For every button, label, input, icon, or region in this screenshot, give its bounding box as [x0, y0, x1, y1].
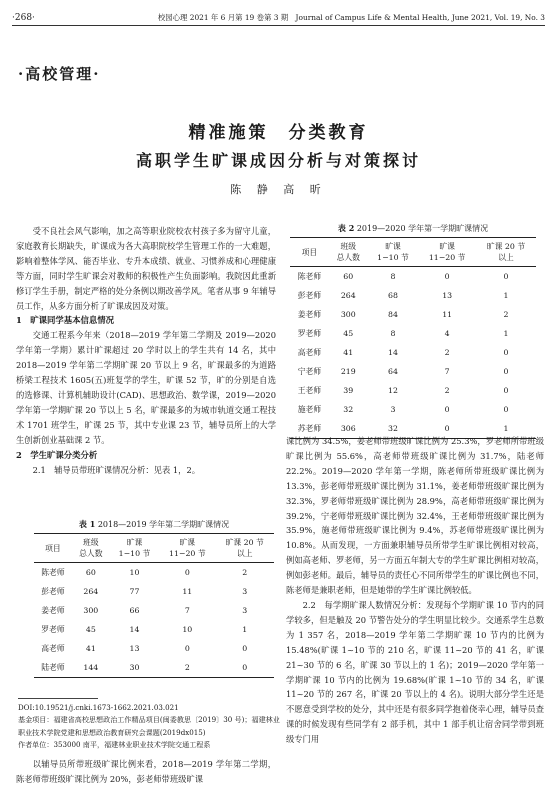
table-header-cell: 班级 总人数 — [72, 534, 110, 563]
table-cell: 60 — [343, 272, 354, 281]
table-cell: 0 — [184, 644, 190, 653]
table-row — [290, 400, 536, 419]
table-cell: 219 — [340, 367, 356, 376]
table-cell: 10 — [182, 625, 193, 634]
table-cell: 0 — [418, 419, 476, 439]
table-2-grid — [290, 237, 536, 439]
table-cell: 13 — [442, 291, 453, 300]
table-cell: 306 — [329, 419, 368, 439]
table-header-cell: 项目 — [290, 238, 329, 267]
table-cell: 姜老师 — [297, 310, 322, 319]
table-cell: 8 — [390, 329, 396, 338]
table-cell: 0 — [444, 272, 450, 281]
table-1-caption — [34, 519, 274, 530]
table-cell: 陈老师 — [297, 272, 322, 281]
body-paragraph: 2.2 每学期旷课人数情况分析：发现每个学期旷课 10 节内的同学较多，但是触及 20 节警告处分的学生明显比较少。交通系学生总数为 1 357 名，2018—2019 学年第二学期旷课 10 节内的比例为 15.48%(旷课 1~10 节的 210 名，旷课 11~20 节的 41 名，旷课 21~30 节的 6 名，旷课 30 节以上的 1 名)；2019—2020 学年第一学期旷课 10 节内的比例为 19.68%(旷课 1~10 节的 34 名，旷课 11~20 节的 267 名，旷课 20 节以上的 4 名)。说明大部分学生还是不愿意受到学校的处分，其中还是有很多同学抱着侥幸心理，辅导员查课的时候发现有些同学有 2 部手机，其中 1 部手机让宿舍同学带到班级专门用 — [286, 599, 544, 745]
table-row — [290, 286, 536, 305]
table-header-cell: 旷课 11−20 节 — [159, 534, 215, 563]
section-tag: ·高校管理· — [18, 65, 101, 83]
table-header-cell: 旷课 1−10 节 — [110, 534, 159, 563]
left-column-text — [16, 224, 276, 477]
table-cell: 11 — [182, 587, 193, 596]
table-cell: 0 — [503, 367, 509, 376]
table-cell: 10 — [129, 568, 140, 577]
table-header-cell: 项目 — [34, 534, 72, 563]
table-cell: 41 — [85, 644, 96, 653]
table-cell: 0 — [503, 386, 509, 395]
table-cell: 陈老师 — [41, 568, 65, 577]
table-header-cell: 班级 总人数 — [329, 238, 368, 267]
table-cell: 2 — [444, 386, 450, 395]
page-number: ·268· — [12, 13, 35, 23]
table-cell: 3 — [242, 606, 248, 615]
table-1-body — [34, 563, 274, 678]
table-2-caption-text: 2019—2020 学年第一学期旷课情况 — [356, 224, 489, 233]
table-cell: 64 — [388, 367, 398, 376]
table-header-cell: 旷课 11−20 节 — [418, 238, 476, 267]
table-cell: 2 — [503, 310, 509, 319]
table-2-body — [290, 267, 536, 439]
table-1 — [34, 519, 274, 678]
table-cell: 彭老师 — [41, 587, 65, 596]
left-column-bottom-text — [16, 757, 276, 787]
article-title-line2: 高职学生旷课成因分析与对策探讨 — [135, 151, 421, 170]
table-cell: 宁老师 — [297, 367, 322, 376]
running-header — [12, 6, 545, 26]
table-2 — [290, 223, 536, 439]
table-cell: 32 — [368, 419, 419, 439]
body-paragraph: 交通工程系今年来（2018—2019 学年第二学期及 2019—2020 学年第一学期）累计旷课超过 20 学时以上的学生共有 14 名，其中 2018—2019 学年第二学期旷课 20 节以上 9 名，旷课最多的为道路桥梁工程技术 1605(五)班复学的学生，旷课 52 节，旷的分别是自选的选修课、计算机辅助设计(CAD)、思想政治、数学课，2019—2020 学年第一学期旷课 20 节以上 5 名，旷课最多的为城市轨道交通工程技术 1701 班学生，旷课 25 节，其中专业课 23 节，辅导员所上的大学生创新创业基础课 2 节。 — [16, 330, 276, 445]
table-cell: 84 — [388, 310, 398, 319]
table-cell: 13 — [129, 644, 140, 653]
article-authors: 陈 静 高 昕 — [230, 183, 327, 196]
table-cell: 1 — [503, 329, 509, 338]
table-cell: 45 — [85, 625, 96, 634]
table-cell: 60 — [85, 568, 96, 577]
table-cell: 高老师 — [41, 644, 65, 653]
table-cell: 1 — [476, 419, 536, 439]
table-cell: 0 — [444, 405, 450, 414]
table-cell: 陆老师 — [34, 658, 72, 678]
table-header-cell: 旷课 20 节 以上 — [215, 534, 274, 563]
table-cell: 罗老师 — [297, 329, 322, 338]
table-cell: 45 — [343, 329, 354, 338]
table-row — [290, 343, 536, 362]
table-cell: 14 — [129, 625, 140, 634]
article-title-line1: 精准施策 分类教育 — [188, 123, 369, 143]
table-row — [34, 620, 274, 639]
table-row — [34, 563, 274, 583]
table-row — [290, 381, 536, 400]
footnote: 作者单位：353000 南平，福建林业职业技术学院交通工程系 — [18, 740, 211, 750]
table-1-header-row — [34, 534, 274, 563]
footnote: 基金项目：福建省高校思想政治工作精品项目(闽委教思〔2019〕30 号)；福建林业职业技术学院党建和思想政治教育研究会课题(2019dx015) — [18, 715, 280, 737]
table-row — [34, 582, 274, 601]
table-cell: 1 — [503, 291, 509, 300]
table-cell: 77 — [129, 587, 140, 596]
table-header-cell: 旷课 1−10 节 — [368, 238, 419, 267]
table-cell: 1 — [242, 625, 248, 634]
table-cell: 施老师 — [297, 405, 322, 414]
section-heading: 1 旷课同学基本信息情况 — [16, 315, 114, 326]
table-cell: 0 — [215, 658, 274, 678]
table-cell: 2 — [242, 568, 248, 577]
table-cell: 11 — [442, 310, 453, 319]
table-cell: 3 — [390, 405, 396, 414]
table-cell: 4 — [444, 329, 450, 338]
table-cell: 彭老师 — [297, 291, 322, 300]
table-cell: 300 — [340, 310, 356, 319]
table-cell: 68 — [388, 291, 398, 300]
table-cell: 264 — [340, 291, 356, 300]
table-cell: 30 — [110, 658, 159, 678]
table-row — [290, 305, 536, 324]
body-paragraph: 课比例为 34.5%，姜老师带班级旷课比例为 25.3%，罗老师所带班级旷课比例为 55.6%，高老师带班级旷课比例为 31.7%，陆老师 22.2%。2019—2020 学年第一学期，陈老师所带班级旷课比例为 13.3%，彭老师带班级旷课比例为 31.1%，姜老师带班级旷课比例为 32.3%，罗老师带班级旷课比例为 28.9%，高老师带班级旷课比例为 39.2%，宁老师带班级旷课比例为 32.4%，王老师带班级旷课比例为 35.9%，施老师带班级旷课比例为 9.4%，苏老师带班级旷课比例为 10.8%。从而发现，一方面兼职辅导员所带学生旷课比例相对较高，例如高老师、罗老师，另一方面五年制大专的学生旷课比例相对较高，例如彭老师。最后，辅导员的责任心不同所带学生的旷课比例也不同，陈老师是兼职老师，但是她带的学生旷课比例较低。 — [286, 436, 544, 596]
table-cell: 144 — [72, 658, 110, 678]
table-cell: 41 — [343, 348, 354, 357]
table-cell: 8 — [390, 272, 396, 281]
table-cell: 264 — [83, 587, 99, 596]
table-cell: 0 — [184, 568, 190, 577]
table-cell: 罗老师 — [41, 625, 65, 634]
body-paragraph: 2.1 辅导员带班旷课情况分析：见表 1，2。 — [32, 464, 201, 475]
table-row — [290, 267, 536, 287]
table-cell: 高老师 — [297, 348, 322, 357]
table-row — [290, 324, 536, 343]
table-header-cell: 旷课 20 节 以上 — [476, 238, 536, 267]
table-cell: 2 — [159, 658, 215, 678]
footnotes — [18, 702, 280, 752]
footnote: DOI:10.19521/j.cnki.1673-1662.2021.03.021 — [18, 703, 179, 712]
table-1-grid — [34, 533, 274, 678]
table-cell: 39 — [343, 386, 354, 395]
table-2-caption — [290, 223, 536, 234]
table-cell: 0 — [503, 405, 509, 414]
right-column-text — [286, 434, 544, 747]
table-row — [34, 601, 274, 620]
table-row — [34, 639, 274, 658]
footnote-divider — [18, 698, 98, 699]
table-cell: 0 — [503, 348, 509, 357]
table-cell: 32 — [343, 405, 354, 414]
table-row — [290, 362, 536, 381]
table-cell: 7 — [444, 367, 450, 376]
left-column-bottom-paragraph: 以辅导员所带班级旷课比例来看，2018—2019 学年第二学期，陈老师带班级旷课比例为 20%，彭老师带班级旷课 — [16, 759, 276, 784]
body-paragraph: 受不良社会风气影响，加之高等职业院校农村孩子多为留守儿童，家庭教育长期缺失，旷课成为各大高职院校学生管理工作的一大难题，影响着整体学风、能否毕业、专升本成绩、就业、习惯养成和心理健康等方面，同时学生旷课会对教师的积极性产生负面影响。我院因此重新修订学生手册，制定严格的处分条例以期改善学风。笔者从事 9 年辅导员工作，从多方面分析了旷课成因及对策。 — [16, 226, 276, 311]
table-cell: 66 — [129, 606, 140, 615]
table-2-label: 表 2 — [337, 223, 355, 233]
table-cell: 7 — [184, 606, 190, 615]
table-1-caption-text: 2018—2019 学年第二学期旷课情况 — [97, 520, 230, 529]
table-cell: 12 — [388, 386, 398, 395]
table-1-label: 表 1 — [78, 519, 96, 529]
table-cell: 姜老师 — [41, 606, 65, 615]
table-cell: 王老师 — [297, 386, 322, 395]
table-row — [34, 658, 274, 678]
table-cell: 14 — [388, 348, 398, 357]
table-cell: 0 — [242, 644, 248, 653]
journal-running-head: 校园心理 2021 年 6 月第 19 卷第 3 期 Journal of Campus Life & Mental Health, June 2021, Vol. 19, No. 3 — [157, 13, 545, 22]
table-cell: 300 — [83, 606, 99, 615]
table-cell: 3 — [242, 587, 248, 596]
section-heading: 2 学生旷课分类分析 — [16, 449, 98, 460]
table-2-header-row — [290, 238, 536, 267]
table-cell: 0 — [503, 272, 509, 281]
table-cell: 苏老师 — [290, 419, 329, 439]
table-cell: 2 — [444, 348, 450, 357]
